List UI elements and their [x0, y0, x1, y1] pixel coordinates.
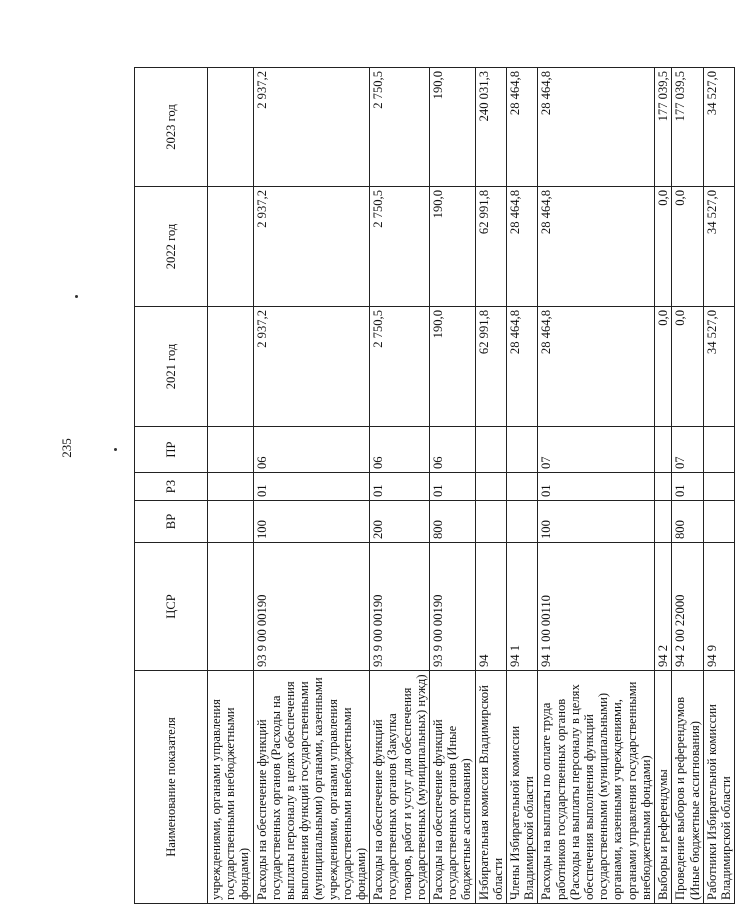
cell-csr: 94 9 — [703, 543, 734, 671]
cell-rz: 01 — [253, 473, 370, 501]
cell-rz — [208, 473, 254, 501]
header-name: Наименование показателя — [135, 671, 208, 904]
cell-csr: 93 9 00 00190 — [253, 543, 370, 671]
cell-2022: 190,0 — [430, 187, 476, 307]
table-row — [538, 68, 655, 904]
table-row — [507, 68, 538, 904]
cell-vr: 800 — [430, 501, 476, 543]
cell-rz: 01 — [538, 473, 655, 501]
cell-name: Избирательная комиссия Владимирской области — [475, 671, 506, 904]
cell-2023: 28 464,8 — [538, 68, 655, 187]
table-row — [430, 68, 476, 904]
cell-2023: 2 937,2 — [253, 68, 370, 187]
cell-2021: 28 464,8 — [538, 307, 655, 427]
cell-csr: 94 1 00 00110 — [538, 543, 655, 671]
cell-name: Работники Избирательной комиссии Владимирской области — [703, 671, 734, 904]
cell-rz — [507, 473, 538, 501]
cell-2021: 2 937,2 — [253, 307, 370, 427]
cell-2022 — [208, 187, 254, 307]
cell-2022: 62 991,8 — [475, 187, 506, 307]
cell-rz — [703, 473, 734, 501]
header-2023: 2023 год — [135, 68, 208, 187]
cell-csr: 94 2 00 22000 — [672, 543, 703, 671]
budget-table-sheet — [134, 68, 733, 904]
cell-name: учреждениями, органами управления государственными внебюджетными фондами) — [208, 671, 254, 904]
table-row — [208, 68, 254, 904]
table-row — [703, 68, 734, 904]
cell-2023: 177 039,5 — [655, 68, 672, 187]
cell-rz: 01 — [430, 473, 476, 501]
rotated-table-wrapper — [134, 68, 733, 904]
cell-2022: 0,0 — [672, 187, 703, 307]
cell-pr — [655, 427, 672, 473]
cell-rz — [475, 473, 506, 501]
cell-2021: 190,0 — [430, 307, 476, 427]
header-2022: 2022 год — [135, 187, 208, 307]
table-row — [253, 68, 370, 904]
cell-pr: 06 — [370, 427, 430, 473]
header-vr: ВР — [135, 501, 208, 543]
cell-2022: 2 750,5 — [370, 187, 430, 307]
cell-2022: 2 937,2 — [253, 187, 370, 307]
cell-pr: 07 — [672, 427, 703, 473]
cell-2023: 28 464,8 — [507, 68, 538, 187]
cell-csr — [208, 543, 254, 671]
scan-speck — [75, 295, 78, 298]
cell-pr: 07 — [538, 427, 655, 473]
cell-name: Выборы и референдумы — [655, 671, 672, 904]
budget-table — [134, 67, 735, 904]
cell-vr: 200 — [370, 501, 430, 543]
cell-csr: 94 1 — [507, 543, 538, 671]
cell-rz — [655, 473, 672, 501]
cell-2022: 28 464,8 — [507, 187, 538, 307]
cell-name: Расходы на выплаты по оплате труда работников государственных органов (Расходы на выплаты персоналу в целях обеспечения выполнения функций государственными (муниципальными) органами, казенными учреждениями, органами управления государственными внебюджетными фондами) — [538, 671, 655, 904]
cell-pr — [507, 427, 538, 473]
table-row — [672, 68, 703, 904]
cell-vr: 100 — [253, 501, 370, 543]
cell-2023: 190,0 — [430, 68, 476, 187]
cell-vr — [475, 501, 506, 543]
cell-csr: 93 9 00 00190 — [430, 543, 476, 671]
cell-name: Расходы на обеспечение функций государственных органов (Иные бюджетные ассигнования) — [430, 671, 476, 904]
scan-speck — [114, 448, 117, 451]
page-number: 235 — [59, 438, 74, 458]
cell-2023 — [208, 68, 254, 187]
cell-vr — [703, 501, 734, 543]
table-row — [655, 68, 672, 904]
cell-2022: 34 527,0 — [703, 187, 734, 307]
cell-2023: 177 039,5 — [672, 68, 703, 187]
cell-2022: 28 464,8 — [538, 187, 655, 307]
cell-vr — [655, 501, 672, 543]
cell-2021: 2 750,5 — [370, 307, 430, 427]
cell-rz: 01 — [370, 473, 430, 501]
cell-2021: 0,0 — [655, 307, 672, 427]
cell-2021: 34 527,0 — [703, 307, 734, 427]
cell-pr — [208, 427, 254, 473]
cell-2023: 34 527,0 — [703, 68, 734, 187]
cell-pr — [475, 427, 506, 473]
header-pr: ПР — [135, 427, 208, 473]
cell-vr: 100 — [538, 501, 655, 543]
cell-name: Расходы на обеспечение функций государственных органов (Расходы на выплаты персоналу в целях обеспечения выполнения функций государственными (муниципальными) органами, казенными учреждениями, органами управления государственными внебюджетными фондами) — [253, 671, 370, 904]
cell-2023: 2 750,5 — [370, 68, 430, 187]
cell-name: Члены Избирательной комиссии Владимирской области — [507, 671, 538, 904]
cell-vr: 800 — [672, 501, 703, 543]
cell-pr: 06 — [430, 427, 476, 473]
cell-name: Проведение выборов и референдумов (Иные бюджетные ассигнования) — [672, 671, 703, 904]
cell-csr: 93 9 00 00190 — [370, 543, 430, 671]
header-rz: РЗ — [135, 473, 208, 501]
cell-vr — [507, 501, 538, 543]
cell-rz: 01 — [672, 473, 703, 501]
cell-2022: 0,0 — [655, 187, 672, 307]
header-csr: ЦСР — [135, 543, 208, 671]
header-row — [135, 68, 208, 904]
cell-name: Расходы на обеспечение функций государственных органов (Закупка товаров, работ и услуг для обеспечения государственных (муниципальных) нужд) — [370, 671, 430, 904]
cell-csr: 94 2 — [655, 543, 672, 671]
table-row — [370, 68, 430, 904]
table-row — [475, 68, 506, 904]
cell-2021: 0,0 — [672, 307, 703, 427]
cell-2021: 62 991,8 — [475, 307, 506, 427]
cell-csr: 94 — [475, 543, 506, 671]
cell-pr: 06 — [253, 427, 370, 473]
cell-vr — [208, 501, 254, 543]
cell-2023: 240 031,3 — [475, 68, 506, 187]
cell-2021 — [208, 307, 254, 427]
cell-pr — [703, 427, 734, 473]
header-2021: 2021 год — [135, 307, 208, 427]
cell-2021: 28 464,8 — [507, 307, 538, 427]
